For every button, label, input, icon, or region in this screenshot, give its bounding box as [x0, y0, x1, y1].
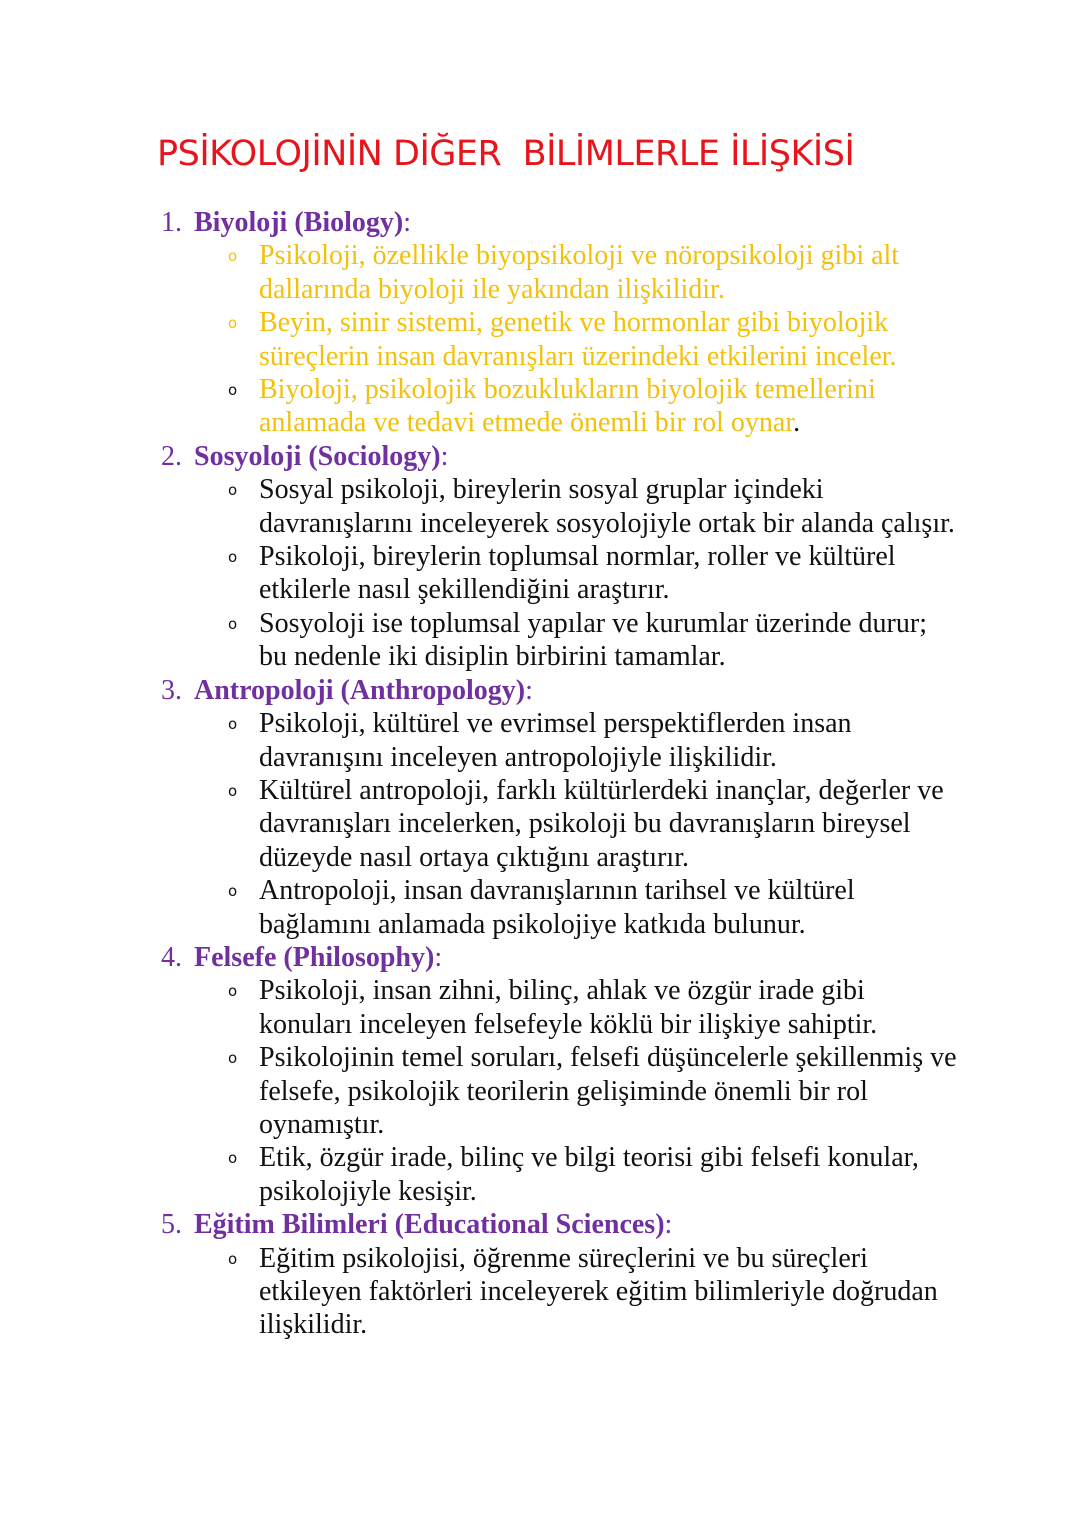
bullet-icon: o [228, 481, 238, 500]
list-item [228, 306, 959, 373]
section-heading-philosophy [161, 941, 961, 974]
list-item [228, 774, 959, 874]
item-text: Biyoloji, psikolojik bozuklukların biyolojik temellerini anlamada ve tedavi etmede önemli bir rol oynar [259, 374, 876, 439]
item-text: Psikoloji, insan zihni, bilinç, ahlak ve özgür irade gibi konuları inceleyen felsefeyle köklü bir ilişkiye sahiptir. [259, 975, 878, 1040]
item-text: Psikoloji, bireylerin toplumsal normlar, roller ve kültürel etkilerle nasıl şekillendiğini araştırır. [259, 541, 896, 606]
list-item [228, 874, 959, 941]
list-item [228, 974, 959, 1041]
bullet-list [161, 473, 959, 673]
bullet-icon: o [228, 781, 238, 800]
bullet-icon: o [228, 1049, 238, 1068]
bullet-icon: o [228, 1149, 238, 1168]
item-text: Psikoloji, kültürel ve evrimsel perspektiflerden insan davranışını inceleyen antropolojiyle ilişkilidir. [259, 708, 852, 773]
colon: : [664, 1209, 673, 1241]
bullet-icon: o [228, 548, 238, 567]
item-text: Sosyal psikoloji, bireylerin sosyal gruplar içindeki davranışlarını inceleyerek sosyolojiyle ortak bir alanda çalışır. [259, 474, 955, 539]
section-heading-sociology [161, 440, 961, 473]
list-item [228, 373, 959, 440]
list-item [228, 239, 959, 306]
colon: : [440, 440, 449, 472]
section-title: Eğitim Bilimleri (Educational Sciences) [194, 1209, 665, 1241]
page-title: PSİKOLOJİNİN DİĞER BİLİMLERLE İLİŞKİSİ [157, 134, 855, 174]
section-number: 4. [161, 941, 182, 973]
section-title: Felsefe (Philosophy) [194, 941, 435, 973]
section-heading-biology [161, 206, 961, 239]
colon: : [434, 941, 443, 973]
bullet-icon: o [228, 982, 238, 1001]
document-body [161, 206, 961, 1342]
section-title: Antropoloji (Anthropology) [194, 674, 526, 706]
item-text: Beyin, sinir sistemi, genetik ve hormonlar gibi biyolojik süreçlerin insan davranışları üzerindeki etkilerini inceler. [259, 307, 897, 372]
section-title: Biyoloji (Biology) [194, 207, 404, 238]
item-text: Kültürel antropoloji, farklı kültürlerdeki inançlar, değerler ve davranışları incelerken, psikoloji bu davranışların bireysel düzeyde nasıl ortaya çıktığını araştırır. [259, 774, 944, 873]
colon: : [525, 674, 533, 706]
item-period: . [793, 407, 801, 439]
bullet-icon: o [228, 614, 238, 633]
section-number: 3. [161, 674, 182, 706]
bullet-icon: o [228, 314, 238, 333]
item-text: Etik, özgür irade, bilinç ve bilgi teorisi gibi felsefi konular, psikolojiyle kesişir. [259, 1142, 919, 1207]
section-number: 5. [161, 1209, 182, 1241]
section-number: 1. [161, 207, 182, 238]
item-text: Psikolojinin temel soruları, felsefi düşüncelerle şekillenmiş ve felsefe, psikolojik teorilerin gelişiminde önemli bir rol oynamıştır. [259, 1042, 957, 1140]
bullet-list [161, 974, 959, 1208]
item-text: Antropoloji, insan davranışlarının tarihsel ve kültürel bağlamını anlamada psikolojiye katkıda bulunur. [259, 875, 855, 940]
list-item [228, 1141, 959, 1208]
item-text: Eğitim psikolojisi, öğrenme süreçlerini ve bu süreçleri etkileyen faktörleri inceleyerek eğitim bilimleriyle doğrudan ilişkilidir. [259, 1242, 938, 1341]
bullet-list [161, 707, 959, 941]
list-item [228, 1242, 959, 1342]
colon: : [403, 207, 412, 238]
bullet-icon: o [228, 381, 238, 400]
bullet-icon: o [228, 247, 238, 266]
list-item [228, 707, 959, 774]
item-text: Psikoloji, özellikle biyopsikoloji ve nöropsikoloji gibi alt dallarında biyoloji ile yakından ilişkilidir. [259, 240, 900, 305]
list-item [228, 1041, 959, 1141]
item-text: Sosyoloji ise toplumsal yapılar ve kurumlar üzerinde durur; bu nedenle iki disiplin birbirini tamamlar. [259, 607, 927, 673]
bullet-icon: o [228, 882, 238, 901]
bullet-list [161, 1242, 959, 1342]
bullet-icon: o [228, 715, 238, 734]
section-heading-anthropology [161, 674, 961, 707]
list-item [228, 473, 959, 540]
list-item [228, 540, 959, 607]
section-number: 2. [161, 440, 182, 472]
section-title: Sosyoloji (Sociology) [194, 440, 441, 472]
bullet-list [161, 239, 959, 439]
section-heading-educational-sciences [161, 1208, 961, 1241]
bullet-icon: o [228, 1249, 238, 1268]
list-item [228, 607, 959, 674]
